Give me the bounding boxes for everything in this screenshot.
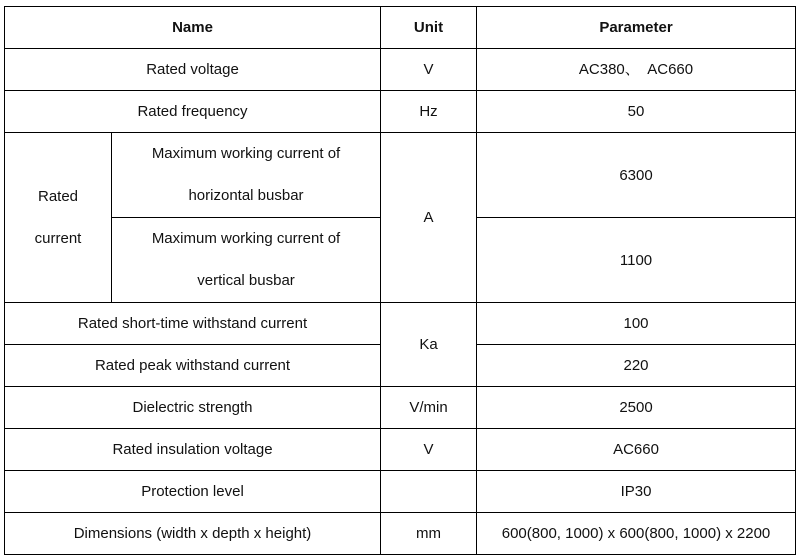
header-name: Name xyxy=(5,7,381,49)
table-row xyxy=(5,49,796,91)
horizontal-busbar-parameter: 6300 xyxy=(477,133,796,218)
short-time-parameter: 100 xyxy=(477,303,796,345)
peak-name: Rated peak withstand current xyxy=(5,345,381,387)
dielectric-unit: V/min xyxy=(381,387,477,429)
insulation-parameter: AC660 xyxy=(477,429,796,471)
rated-current-group-label xyxy=(5,133,112,303)
protection-unit xyxy=(381,471,477,513)
table-row xyxy=(5,471,796,513)
rated-current-label-line1: Rated xyxy=(37,187,79,205)
vertical-busbar-line1: Maximum working current of xyxy=(151,230,341,247)
rated-voltage-unit: V xyxy=(381,49,477,91)
horizontal-busbar-name xyxy=(112,133,381,218)
rated-current-label-line2: current xyxy=(34,229,82,247)
header-row xyxy=(5,7,796,49)
short-time-name: Rated short-time withstand current xyxy=(5,303,381,345)
horizontal-busbar-line1: Maximum working current of xyxy=(151,145,341,162)
table-row xyxy=(5,513,796,555)
rated-frequency-name: Rated frequency xyxy=(5,91,381,133)
rated-frequency-parameter: 50 xyxy=(477,91,796,133)
horizontal-busbar-line2: horizontal busbar xyxy=(188,187,304,204)
vertical-busbar-parameter: 1100 xyxy=(477,218,796,303)
table-row xyxy=(5,91,796,133)
insulation-unit: V xyxy=(381,429,477,471)
rated-frequency-unit: Hz xyxy=(381,91,477,133)
dielectric-name: Dielectric strength xyxy=(5,387,381,429)
dielectric-parameter: 2500 xyxy=(477,387,796,429)
protection-name: Protection level xyxy=(5,471,381,513)
dimensions-unit: mm xyxy=(381,513,477,555)
peak-parameter: 220 xyxy=(477,345,796,387)
rated-voltage-name: Rated voltage xyxy=(5,49,381,91)
rated-voltage-parameter: AC380、 AC660 xyxy=(477,49,796,91)
specifications-table xyxy=(4,6,796,555)
rated-current-unit: A xyxy=(381,133,477,303)
vertical-busbar-name xyxy=(112,218,381,303)
table-row xyxy=(5,133,796,218)
vertical-busbar-line2: vertical busbar xyxy=(197,272,295,289)
table-row xyxy=(5,429,796,471)
table-row xyxy=(5,387,796,429)
header-parameter: Parameter xyxy=(477,7,796,49)
table-row xyxy=(5,303,796,345)
protection-parameter: IP30 xyxy=(477,471,796,513)
dimensions-parameter: 600(800, 1000) x 600(800, 1000) x 2200 xyxy=(477,513,796,555)
withstand-current-unit: Ka xyxy=(381,303,477,387)
dimensions-name: Dimensions (width x depth x height) xyxy=(5,513,381,555)
insulation-name: Rated insulation voltage xyxy=(5,429,381,471)
header-unit: Unit xyxy=(381,7,477,49)
